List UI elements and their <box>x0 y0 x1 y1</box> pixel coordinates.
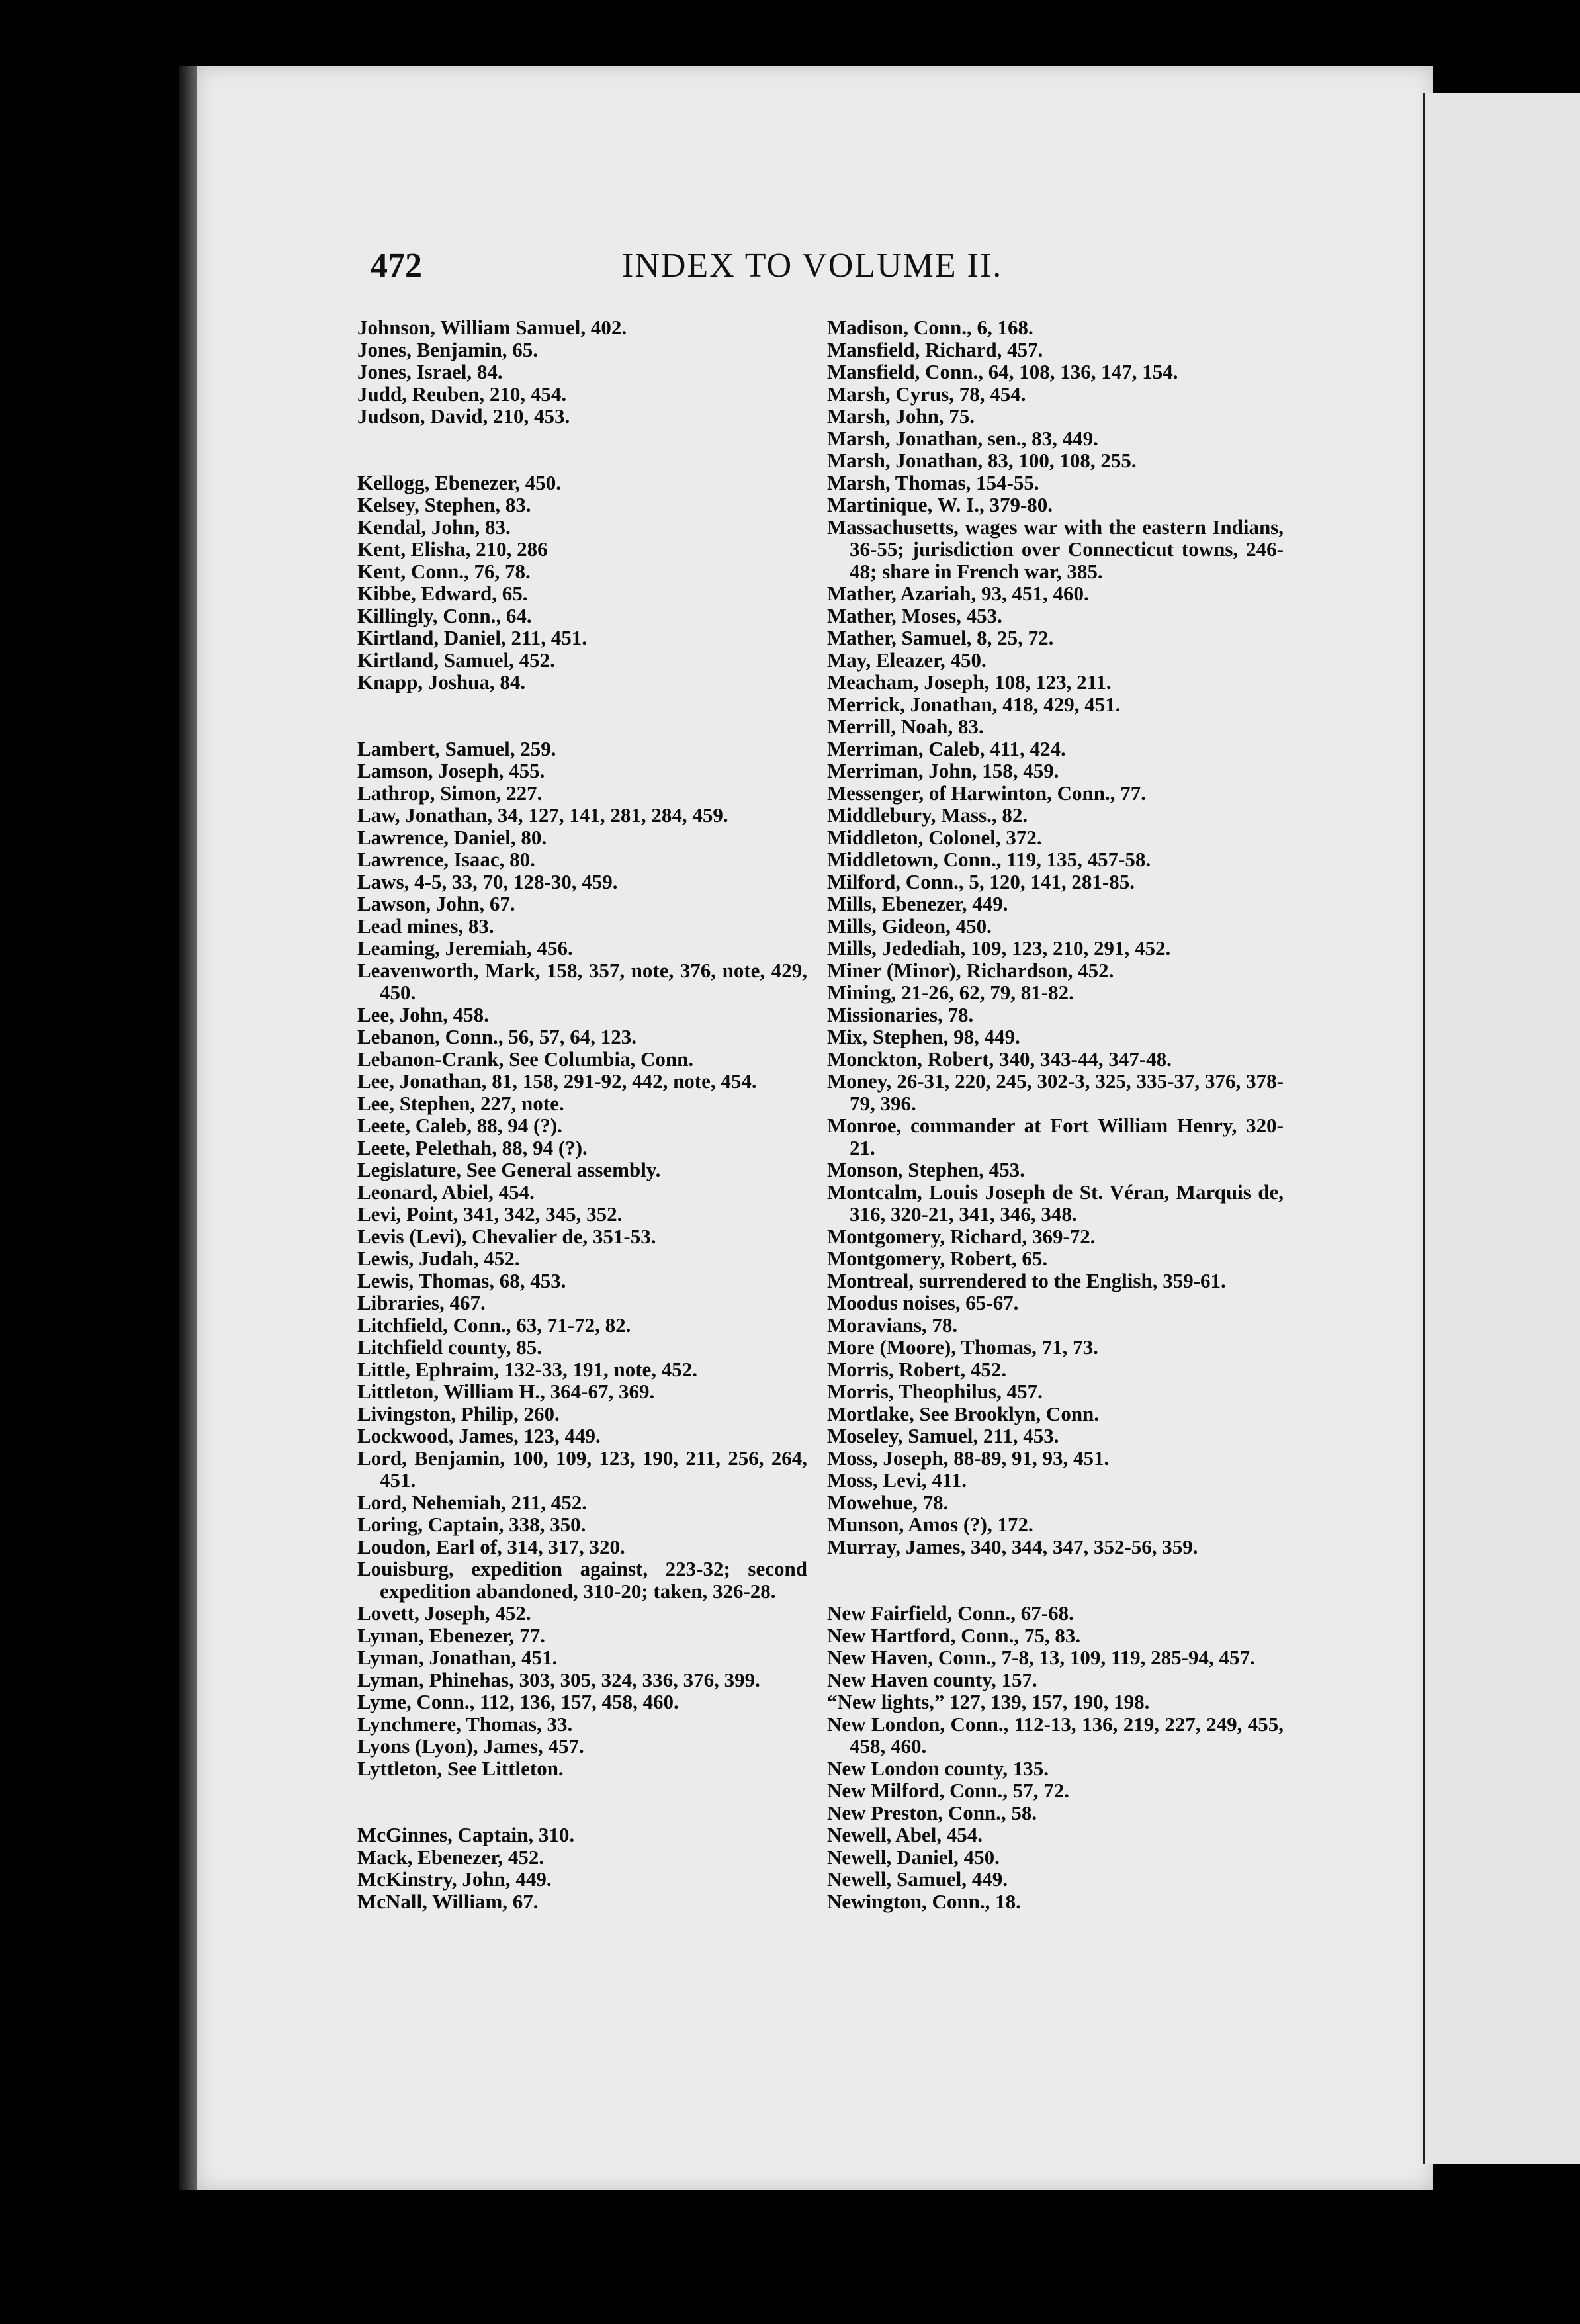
index-entry: Leonard, Abiel, 454. <box>357 1180 535 1204</box>
index-entry: Moss, Joseph, 88-89, 91, 93, 451. <box>827 1446 1110 1470</box>
index-entry: Lawrence, Isaac, 80. <box>357 848 535 871</box>
index-entry: Laws, 4-5, 33, 70, 128-30, 459. <box>357 870 618 893</box>
index-entry: McGinnes, Captain, 310. <box>357 1823 575 1846</box>
index-entry: Mining, 21-26, 62, 79, 81-82. <box>827 981 1074 1004</box>
index-entry: Montreal, surrendered to the English, 359-61. <box>827 1269 1226 1292</box>
index-entry: Mills, Ebenezer, 449. <box>827 892 1008 915</box>
index-entry: Mack, Ebenezer, 452. <box>357 1845 545 1869</box>
index-entry: New Preston, Conn., 58. <box>827 1801 1037 1824</box>
index-entry: Loring, Captain, 338, 350. <box>357 1513 586 1536</box>
index-entry: New Haven county, 157. <box>827 1668 1037 1691</box>
index-entry: Kendal, John, 83. <box>357 515 511 539</box>
index-entry: Livingston, Philip, 260. <box>357 1402 560 1425</box>
index-entry: “New lights,” 127, 139, 157, 190, 198. <box>827 1690 1150 1713</box>
index-entry: More (Moore), Thomas, 71, 73. <box>827 1335 1098 1359</box>
index-entry: New Milford, Conn., 57, 72. <box>827 1779 1069 1802</box>
index-entry: Lead mines, 83. <box>357 914 494 938</box>
index-entry: Leete, Caleb, 88, 94 (?). <box>357 1114 562 1137</box>
index-entry: Massachusetts, wages war with the eastern Indians, 36-55; jurisdiction over Connecticut towns, 246-48; share in French war, 385. <box>827 515 1284 583</box>
index-entry: Legislature, See General assembly. <box>357 1158 661 1181</box>
page-header <box>371 246 1270 292</box>
index-entry: Johnson, William Samuel, 402. <box>357 316 627 339</box>
index-entry: Law, Jonathan, 34, 127, 141, 281, 284, 459. <box>357 803 728 827</box>
index-entry: Mills, Jedediah, 109, 123, 210, 291, 452. <box>827 936 1171 960</box>
index-entry: Kent, Elisha, 210, 286 <box>357 537 548 560</box>
index-entry: Kellogg, Ebenezer, 450. <box>357 470 561 494</box>
index-entry: Marsh, Thomas, 154-55. <box>827 470 1039 494</box>
index-entry: Murray, James, 340, 344, 347, 352-56, 359. <box>827 1535 1198 1558</box>
index-entry: Middletown, Conn., 119, 135, 457-58. <box>827 848 1151 871</box>
index-entry: Leaming, Jeremiah, 456. <box>357 936 573 960</box>
index-entry: Jones, Benjamin, 65. <box>357 337 538 361</box>
index-entry: Lamson, Joseph, 455. <box>357 759 545 782</box>
index-entry: Lathrop, Simon, 227. <box>357 781 543 805</box>
index-entry: Mix, Stephen, 98, 449. <box>827 1025 1020 1048</box>
index-entry: Marsh, Jonathan, sen., 83, 449. <box>827 426 1098 450</box>
index-column-right <box>827 316 1284 1912</box>
letter-group-gap <box>827 1558 1284 1602</box>
index-entry: McNall, William, 67. <box>357 1889 539 1913</box>
index-entry: Litchfield, Conn., 63, 71-72, 82. <box>357 1313 631 1337</box>
index-entry: Newell, Samuel, 449. <box>827 1867 1008 1891</box>
index-entry: Montgomery, Robert, 65. <box>827 1247 1048 1270</box>
index-entry: Moodus noises, 65-67. <box>827 1291 1019 1314</box>
index-entry: Middlebury, Mass., 82. <box>827 803 1028 827</box>
index-entry: Lebanon-Crank, See Columbia, Conn. <box>357 1047 694 1071</box>
index-entry: Jones, Israel, 84. <box>357 360 503 383</box>
index-entry: Loudon, Earl of, 314, 317, 320. <box>357 1535 625 1558</box>
index-entry: May, Eleazer, 450. <box>827 648 987 672</box>
index-entry: Lovett, Joseph, 452. <box>357 1601 531 1625</box>
index-entry: Lyman, Jonathan, 451. <box>357 1646 558 1669</box>
index-entry: New Fairfield, Conn., 67-68. <box>827 1601 1074 1625</box>
index-entry: New London, Conn., 112-13, 136, 219, 227, 249, 455, 458, 460. <box>827 1712 1284 1758</box>
index-entry: Mansfield, Richard, 457. <box>827 337 1043 361</box>
index-entry: Merrill, Noah, 83. <box>827 715 984 738</box>
adjacent-page-edge <box>1423 93 1580 2164</box>
running-title: INDEX TO VOLUME II. <box>622 247 1003 285</box>
index-entry: Monroe, commander at Fort William Henry, 320-21. <box>827 1114 1284 1159</box>
index-entry: Newington, Conn., 18. <box>827 1889 1021 1913</box>
index-entry: Newell, Abel, 454. <box>827 1823 983 1846</box>
index-entry: Kirtland, Samuel, 452. <box>357 648 555 672</box>
index-entry: Lee, Stephen, 227, note. <box>357 1091 564 1115</box>
index-entry: Milford, Conn., 5, 120, 141, 281-85. <box>827 870 1135 893</box>
index-entry: Littleton, William H., 364-67, 369. <box>357 1380 655 1403</box>
index-entry: Lambert, Samuel, 259. <box>357 737 556 760</box>
index-entry: Leavenworth, Mark, 158, 357, note, 376, note, 429, 450. <box>357 958 807 1004</box>
page-binding-shadow <box>179 66 198 2190</box>
index-entry: Mather, Moses, 453. <box>827 603 1002 627</box>
index-entry: Kibbe, Edward, 65. <box>357 582 528 605</box>
index-entry: Lyman, Ebenezer, 77. <box>357 1623 545 1647</box>
index-entry: Munson, Amos (?), 172. <box>827 1513 1033 1536</box>
index-entry: Merriman, Caleb, 411, 424. <box>827 737 1066 760</box>
index-entry: Killingly, Conn., 64. <box>357 603 532 627</box>
index-entry: Merriman, John, 158, 459. <box>827 759 1059 782</box>
index-entry: Morris, Theophilus, 457. <box>827 1380 1043 1403</box>
index-entry: Lee, Jonathan, 81, 158, 291-92, 442, note, 454. <box>357 1069 757 1093</box>
index-entry: Lawrence, Daniel, 80. <box>357 825 547 849</box>
index-entry: Monson, Stephen, 453. <box>827 1158 1025 1181</box>
index-entry: Lord, Benjamin, 100, 109, 123, 190, 211, 256, 264, 451. <box>357 1446 807 1492</box>
index-entry: Kelsey, Stephen, 83. <box>357 493 531 516</box>
index-entry: Money, 26-31, 220, 245, 302-3, 325, 335-37, 376, 378-79, 396. <box>827 1069 1284 1115</box>
index-entry: Missionaries, 78. <box>827 1003 974 1026</box>
index-entry: Mortlake, See Brooklyn, Conn. <box>827 1402 1100 1425</box>
index-entry: Madison, Conn., 6, 168. <box>827 316 1033 339</box>
index-entry: Morris, Robert, 452. <box>827 1357 1007 1381</box>
index-entry: Middleton, Colonel, 372. <box>827 825 1042 849</box>
index-entry: Moss, Levi, 411. <box>827 1468 967 1492</box>
index-entry: New Haven, Conn., 7-8, 13, 109, 119, 285-94, 457. <box>827 1646 1255 1669</box>
page-number: 472 <box>371 247 422 285</box>
index-entry: Lynchmere, Thomas, 33. <box>357 1712 573 1736</box>
index-entry: Levi, Point, 341, 342, 345, 352. <box>357 1202 623 1226</box>
index-entry: Martinique, W. I., 379-80. <box>827 493 1053 516</box>
index-column-left <box>357 316 807 1912</box>
index-entry: Monckton, Robert, 340, 343-44, 347-48. <box>827 1047 1172 1071</box>
index-entry: Moravians, 78. <box>827 1313 958 1337</box>
index-entry: Lyons (Lyon), James, 457. <box>357 1734 584 1758</box>
index-entry: Little, Ephraim, 132-33, 191, note, 452. <box>357 1357 698 1381</box>
index-entry: Lebanon, Conn., 56, 57, 64, 123. <box>357 1025 637 1048</box>
index-entry: Mowehue, 78. <box>827 1490 949 1514</box>
index-entry: Mather, Samuel, 8, 25, 72. <box>827 626 1054 649</box>
index-entry: Lawson, John, 67. <box>357 892 515 915</box>
index-entry: Mansfield, Conn., 64, 108, 136, 147, 154. <box>827 360 1178 383</box>
index-entry: Levis (Levi), Chevalier de, 351-53. <box>357 1224 656 1248</box>
index-entry: Leete, Pelethah, 88, 94 (?). <box>357 1136 588 1159</box>
index-entry: New Hartford, Conn., 75, 83. <box>827 1623 1081 1647</box>
index-entry: Judd, Reuben, 210, 454. <box>357 382 567 406</box>
letter-group-gap <box>357 1779 807 1824</box>
index-entry: Kirtland, Daniel, 211, 451. <box>357 626 588 649</box>
index-entry: Newell, Daniel, 450. <box>827 1845 1000 1869</box>
index-entry: Mather, Azariah, 93, 451, 460. <box>827 582 1089 605</box>
index-entry: Lyman, Phinehas, 303, 305, 324, 336, 376, 399. <box>357 1668 760 1691</box>
index-entry: Lockwood, James, 123, 449. <box>357 1424 601 1447</box>
index-entry: Judson, David, 210, 453. <box>357 404 570 427</box>
index-entry: Moseley, Samuel, 211, 453. <box>827 1424 1059 1447</box>
index-entry: Marsh, Cyrus, 78, 454. <box>827 382 1026 406</box>
index-entry: McKinstry, John, 449. <box>357 1867 552 1891</box>
index-entry: Libraries, 467. <box>357 1291 486 1314</box>
index-entry: Kent, Conn., 76, 78. <box>357 559 531 583</box>
index-entry: Louisburg, expedition against, 223-32; second expedition abandoned, 310-20; taken, 326-28. <box>357 1557 807 1603</box>
letter-group-gap <box>357 427 807 472</box>
index-entry: Mills, Gideon, 450. <box>827 914 992 938</box>
index-entry: New London county, 135. <box>827 1756 1049 1780</box>
index-entry: Marsh, John, 75. <box>827 404 975 427</box>
index-entry: Meacham, Joseph, 108, 123, 211. <box>827 670 1112 693</box>
index-entry: Lyttleton, See Littleton. <box>357 1756 564 1780</box>
index-entry: Merrick, Jonathan, 418, 429, 451. <box>827 692 1121 716</box>
index-entry: Marsh, Jonathan, 83, 100, 108, 255. <box>827 449 1137 472</box>
index-entry: Knapp, Joshua, 84. <box>357 670 526 693</box>
index-entry: Miner (Minor), Richardson, 452. <box>827 958 1114 982</box>
index-entry: Messenger, of Harwinton, Conn., 77. <box>827 781 1146 805</box>
index-entry: Lyme, Conn., 112, 136, 157, 458, 460. <box>357 1690 679 1713</box>
index-entry: Lewis, Judah, 452. <box>357 1247 520 1270</box>
index-entry: Montcalm, Louis Joseph de St. Véran, Marquis de, 316, 320-21, 341, 346, 348. <box>827 1180 1284 1226</box>
index-entry: Montgomery, Richard, 369-72. <box>827 1224 1096 1248</box>
index-entry: Litchfield county, 85. <box>357 1335 543 1359</box>
index-entry: Lee, John, 458. <box>357 1003 489 1026</box>
index-entry: Lewis, Thomas, 68, 453. <box>357 1269 566 1292</box>
index-entry: Lord, Nehemiah, 211, 452. <box>357 1490 588 1514</box>
letter-group-gap <box>357 693 807 738</box>
